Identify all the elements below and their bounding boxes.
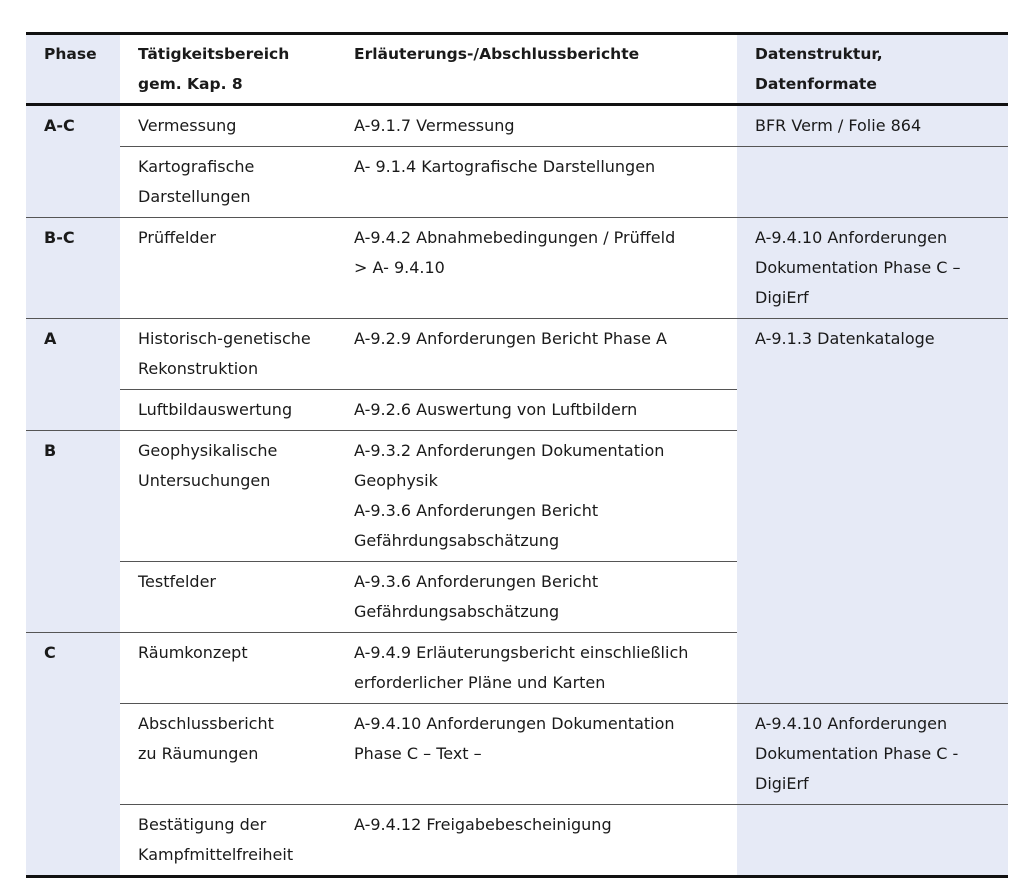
data-line: A-9.4.10 Anforderungen: [755, 714, 948, 733]
report-cell: [336, 431, 737, 562]
activity-cell: [120, 390, 336, 431]
header-row: [26, 34, 1008, 105]
report-cell: [336, 805, 737, 877]
activity-cell: [120, 431, 336, 562]
activity-cell: [120, 105, 336, 147]
data-line: Dokumentation Phase C –: [755, 258, 961, 277]
activity-line: Vermessung: [138, 116, 237, 135]
report-cell: [336, 147, 737, 218]
header-activity-area: [120, 34, 336, 105]
activity-line: Testfelder: [138, 572, 217, 591]
report-cell: [336, 633, 737, 704]
report-cell: [336, 218, 737, 319]
activity-cell: [120, 704, 336, 805]
data-cell-empty: [737, 147, 1008, 218]
report-line: A-9.4.12 Freigabebescheinigung: [354, 815, 612, 834]
table-row: [26, 218, 1008, 319]
report-line: erforderlicher Pläne und Karten: [354, 673, 606, 692]
activity-cell: [120, 147, 336, 218]
report-line: A-9.4.2 Abnahmebedingungen / Prüffeld: [354, 228, 676, 247]
report-line: A-9.2.6 Auswertung von Luftbildern: [354, 400, 638, 419]
report-line: A-9.4.10 Anforderungen Dokumentation: [354, 714, 675, 733]
table-row: [26, 105, 1008, 147]
report-line: A-9.3.6 Anforderungen Bericht: [354, 572, 599, 591]
activity-cell: [120, 319, 336, 390]
activity-line: Räumkonzept: [138, 643, 248, 662]
report-line: A-9.4.9 Erläuterungsbericht einschließlich: [354, 643, 689, 662]
data-line: A-9.1.3 Datenkataloge: [755, 329, 935, 348]
report-line: A- 9.1.4 Kartografische Darstellungen: [354, 157, 656, 176]
header-activity-area-line1: Tätigkeitsbereich: [138, 45, 290, 63]
activity-line: Prüffelder: [138, 228, 216, 247]
report-line: Gefährdungsabschätzung: [354, 531, 560, 550]
data-line: A-9.4.10 Anforderungen: [755, 228, 948, 247]
report-cell: [336, 390, 737, 431]
activity-table: [26, 32, 1008, 878]
header-reports: Erläuterungs-/Abschlussberichte: [354, 45, 640, 63]
header-data-structure-line1: Datenstruktur,: [755, 45, 883, 63]
activity-line: Luftbildauswertung: [138, 400, 293, 419]
phase-cell: A-C: [26, 105, 120, 218]
data-cell: [737, 218, 1008, 319]
activity-line: Darstellungen: [138, 187, 251, 206]
data-cell: [737, 704, 1008, 805]
report-cell: [336, 319, 737, 390]
activity-cell: [120, 633, 336, 704]
report-cell: [336, 105, 737, 147]
report-line: Gefährdungsabschätzung: [354, 602, 560, 621]
report-line: > A- 9.4.10: [354, 258, 445, 277]
activity-line: Kartografische: [138, 157, 255, 176]
activity-line: Kampfmittelfreiheit: [138, 845, 294, 864]
activity-cell: [120, 805, 336, 877]
activity-line: Abschlussbericht: [138, 714, 274, 733]
activity-cell: [120, 562, 336, 633]
report-line: Phase C – Text –: [354, 744, 482, 763]
table-row: [26, 147, 1008, 218]
data-line: DigiErf: [755, 288, 809, 307]
data-cell: [737, 105, 1008, 147]
report-line: Geophysik: [354, 471, 438, 490]
data-line: Dokumentation Phase C -: [755, 744, 959, 763]
header-phase: Phase: [26, 34, 120, 105]
data-cell: [737, 319, 1008, 704]
phase-cell: B: [26, 431, 120, 633]
activity-line: Rekonstruktion: [138, 359, 259, 378]
phase-cell: C: [26, 633, 120, 877]
header-data-structure-line2: Datenformate: [755, 75, 877, 93]
report-line: A-9.2.9 Anforderungen Bericht Phase A: [354, 329, 667, 348]
table-row: [26, 319, 1008, 390]
activity-line: Untersuchungen: [138, 471, 271, 490]
activity-line: Historisch-genetische: [138, 329, 311, 348]
activity-line: zu Räumungen: [138, 744, 259, 763]
report-cell: [336, 562, 737, 633]
report-line: A-9.3.6 Anforderungen Bericht: [354, 501, 599, 520]
activity-cell: [120, 218, 336, 319]
header-data-structure: [737, 34, 1008, 105]
table-row: [26, 805, 1008, 877]
data-cell-empty: [737, 805, 1008, 877]
data-line: BFR Verm / Folie 864: [755, 116, 922, 135]
report-line: A-9.1.7 Vermessung: [354, 116, 515, 135]
table-row: [26, 704, 1008, 805]
data-line: DigiErf: [755, 774, 809, 793]
phase-cell: A: [26, 319, 120, 431]
header-activity-area-line2: gem. Kap. 8: [138, 75, 243, 93]
report-line: A-9.3.2 Anforderungen Dokumentation: [354, 441, 665, 460]
activity-line: Bestätigung der: [138, 815, 267, 834]
activity-line: Geophysikalische: [138, 441, 278, 460]
report-cell: [336, 704, 737, 805]
phase-cell: B-C: [26, 218, 120, 319]
